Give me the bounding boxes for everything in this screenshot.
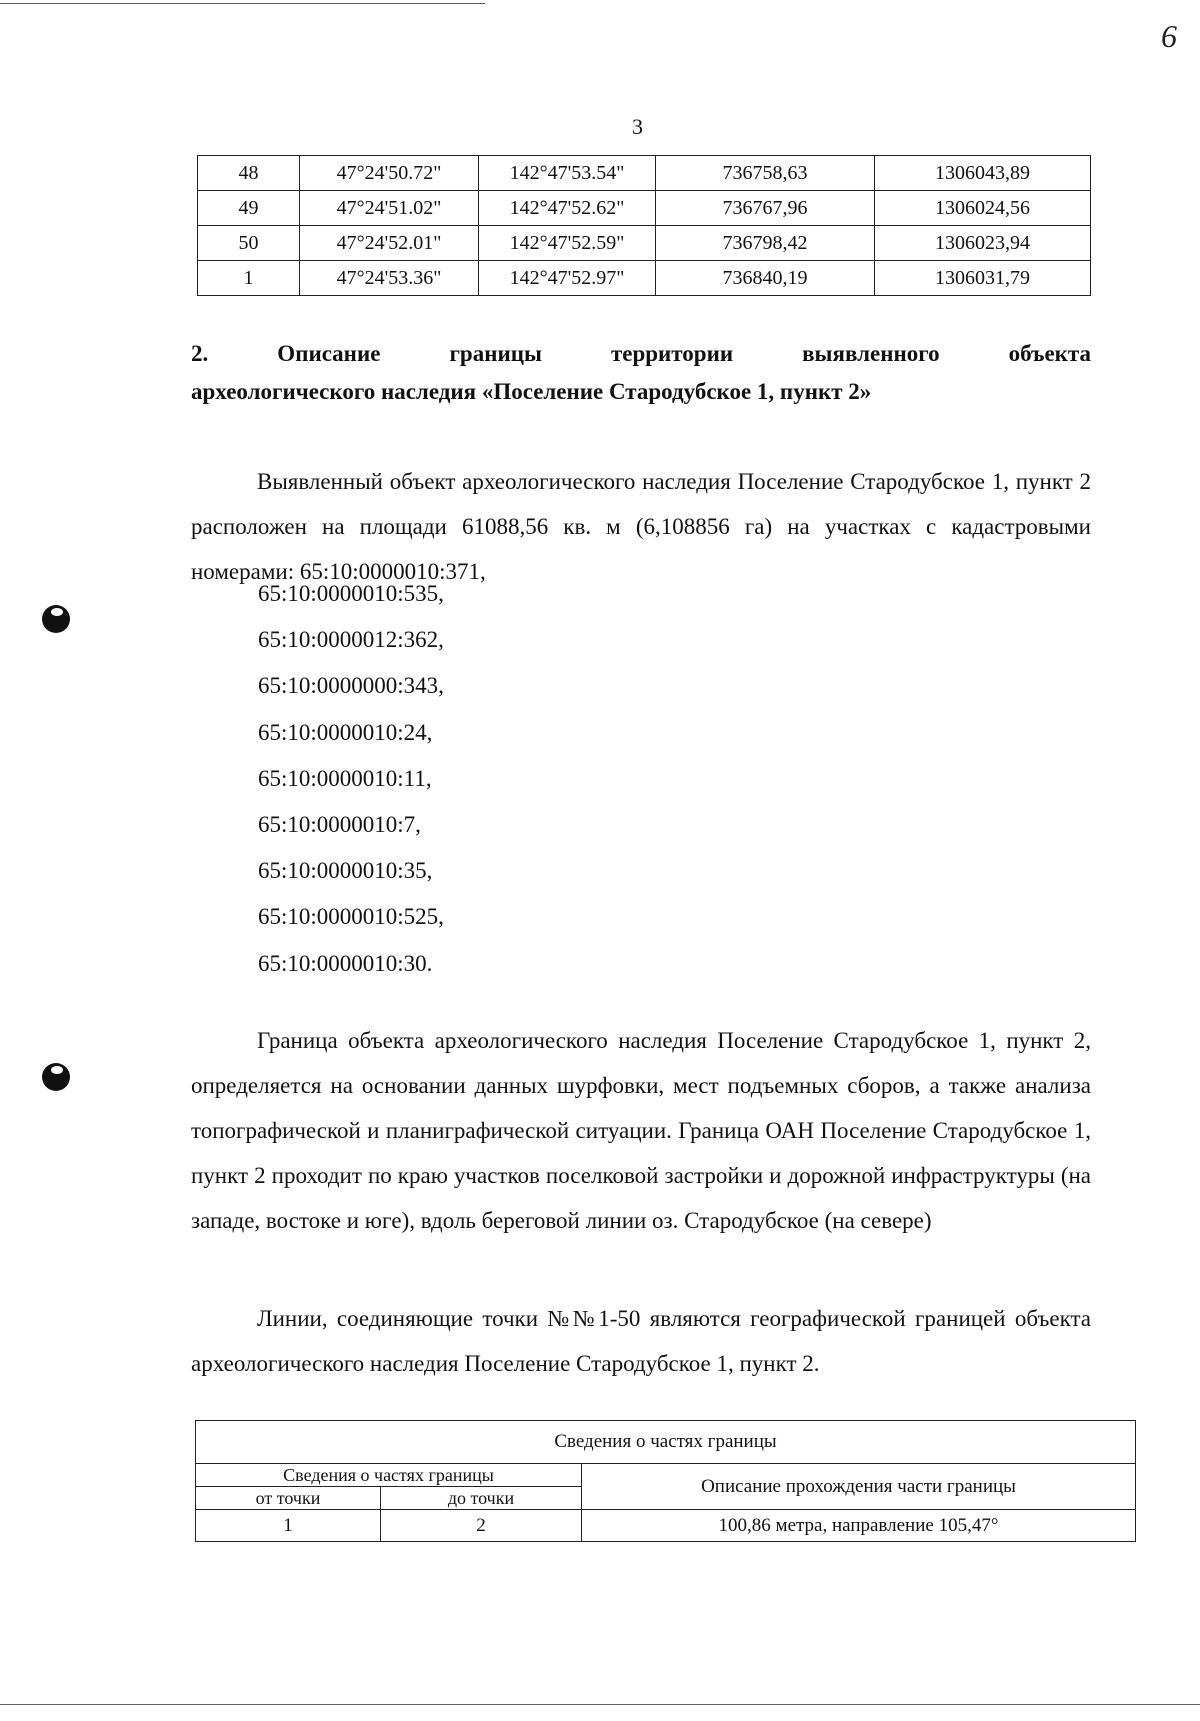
cadastral-number: 65:10:0000010:24,: [258, 719, 433, 745]
latitude-cell: 47°24'53.36": [300, 261, 479, 296]
coordinates-table: [197, 155, 1091, 296]
point-number-cell: 1: [198, 261, 300, 296]
section-heading-line-2: археологического наследия «Поселение Стародубское 1, пункт 2»: [191, 379, 872, 404]
cadastral-number: 65:10:0000010:7,: [258, 812, 421, 838]
parts-to-cell: 2: [381, 1510, 582, 1542]
boundary-parts-table-body: [196, 1421, 1136, 1542]
coordinates-table-body: [198, 156, 1091, 296]
parts-table-group-header: Сведения о частях границы: [196, 1464, 582, 1487]
y-coordinate-cell: 1306023,94: [875, 226, 1091, 261]
point-number-cell: 48: [198, 156, 300, 191]
paragraph-boundary: Граница объекта археологического наследия Поселение Стародубское 1, пункт 2, определяется на основании данных шурфовки, мест подъемных сборов, а также анализа топографической и планиграфической ситуации. Граница ОАН Поселение Стародубское 1, пункт 2 проходит по краю участков поселковой застройки и дорожной инфраструктуры (на западе, востоке и югe), вдоль береговой линии оз. Стародубское (на севере): [191, 1028, 1091, 1233]
cadastral-number: 65:10:0000012:362,: [258, 627, 444, 653]
longitude-cell: 142°47'52.59": [479, 226, 656, 261]
cadastral-number-list: [258, 571, 444, 987]
x-coordinate-cell: 736758,63: [656, 156, 875, 191]
paragraph-lines: Линии, соединяющие точки №№1-50 являются географической границей объекта археологического наследия Поселение Стародубское 1, пункт 2.: [191, 1306, 1091, 1376]
x-coordinate-cell: 736840,19: [656, 261, 875, 296]
table-row: [198, 261, 1091, 296]
parts-table-caption: Сведения о частях границы: [196, 1421, 1136, 1464]
point-number-cell: 50: [198, 226, 300, 261]
parts-desc-cell: 100,86 метра, направление 105,47°: [582, 1510, 1136, 1542]
parts-table-from-header: от точки: [196, 1487, 381, 1510]
section-heading: [191, 335, 1091, 411]
table-row: [198, 156, 1091, 191]
table-row: [198, 226, 1091, 261]
cadastral-number: 65:10:0000010:30.: [258, 950, 433, 976]
cadastral-number: 65:10:0000010:535,: [258, 581, 444, 606]
table-row: [196, 1510, 1136, 1542]
section-heading-line-1: 2. Описание границы территории выявленного объекта: [191, 341, 1091, 366]
latitude-cell: 47°24'50.72": [300, 156, 479, 191]
handwritten-page-mark: 6: [1161, 18, 1177, 54]
bottom-rule: [0, 1704, 1200, 1705]
page-number: 3: [632, 114, 643, 139]
x-coordinate-cell: 736767,96: [656, 191, 875, 226]
table-row: [198, 191, 1091, 226]
latitude-cell: 47°24'52.01": [300, 226, 479, 261]
y-coordinate-cell: 1306031,79: [875, 261, 1091, 296]
y-coordinate-cell: 1306043,89: [875, 156, 1091, 191]
cadastral-number: 65:10:0000000:343,: [258, 673, 444, 699]
latitude-cell: 47°24'51.02": [300, 191, 479, 226]
longitude-cell: 142°47'52.62": [479, 191, 656, 226]
x-coordinate-cell: 736798,42: [656, 226, 875, 261]
longitude-cell: 142°47'52.97": [479, 261, 656, 296]
cadastral-number: 65:10:0000010:525,: [258, 904, 444, 930]
cadastral-number: 65:10:0000010:35,: [258, 858, 433, 884]
longitude-cell: 142°47'53.54": [479, 156, 656, 191]
punch-hole-icon: [42, 605, 70, 633]
paragraph-location: Выявленный объект археологического наследия Поселение Стародубское 1, пункт 2 расположен на площади 61088,56 кв. м (6,108856 га) на участках с кадастровыми номерами: 65:10:0000010:371,: [191, 469, 1091, 584]
parts-table-to-header: до точки: [381, 1487, 582, 1510]
top-rule: [0, 3, 485, 4]
parts-from-cell: 1: [196, 1510, 381, 1542]
boundary-parts-table: [195, 1420, 1136, 1542]
parts-table-desc-header: Описание прохождения части границы: [582, 1464, 1136, 1510]
punch-hole-icon: [42, 1063, 70, 1091]
cadastral-number: 65:10:0000010:11,: [258, 765, 432, 791]
y-coordinate-cell: 1306024,56: [875, 191, 1091, 226]
point-number-cell: 49: [198, 191, 300, 226]
